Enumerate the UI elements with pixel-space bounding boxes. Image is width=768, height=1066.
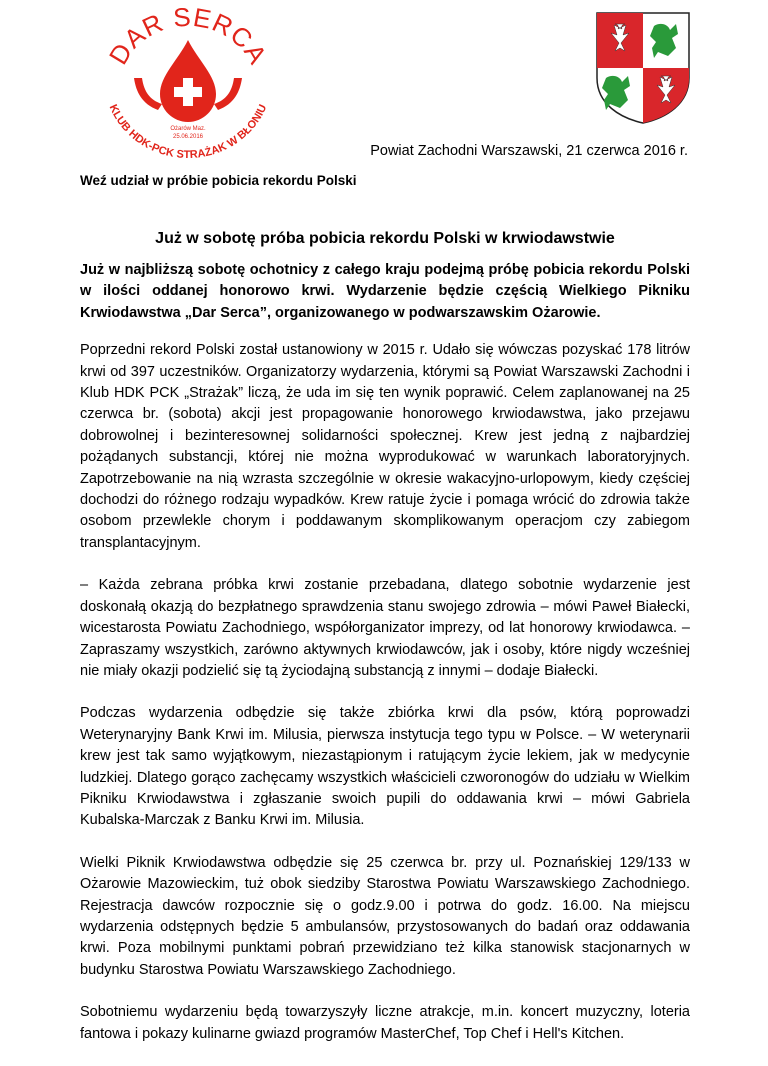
kicker: Weź udział w próbie pobicia rekordu Polski xyxy=(80,173,357,188)
coat-of-arms xyxy=(596,12,690,124)
paragraph: Poprzedni rekord Polski został ustanowiony w 2015 r. Udało się wówczas pozyskać 178 litrów krwi od 397 uczestników. Organizatorzy wydarzenia, którymi są Powiat Warszawski Zachodni i Klub HDK PCK „Strażak” liczą, że uda im się ten wynik poprawić. Celem zaplanowanej na 25 czerwca br. (sobota) akcji jest propagowanie honorowego krwiodawstwa, jako przejawu dobrowolnej i bezinteresownej solidarności społecznej. Krew jest jedną z najbardziej pożądanych substancji, której nie można wyprodukować w warunkach laboratoryjnych. Zapotrzebowanie na nią wzrasta szczególnie w okresie wakacyjno-urlopowym, kiedy częściej dochodzi do różnego rodzaju wypadków. Krew ratuje życie i pomaga wrócić do zdrowia także osobom przewlekle chorym i poddawanym skomplikowanym operacjom czy zabiegom transplantacyjnym. xyxy=(80,342,690,551)
dar-serca-logo xyxy=(98,8,278,168)
paragraph: Wielki Piknik Krwiodawstwa odbędzie się 25 czerwca br. przy ul. Poznańskiej 129/133 w Ożarowie Mazowieckim, tuż obok siedziby Starostwa Powiatu Warszawskiego Zachodniego. Rejestracja dawców rozpocznie się o godz.9.00 i potrwa do godz. 16.00. Na miejscu wydarzenia odstępnych będzie 5 ambulansów, przystosowanych do badań oraz oddawania krwi. Poza mobilnymi punktami pobrań przewidziano też kilka stanowisk stacjonarnych w budynku Starostwa Powiatu Warszawskiego Zachodniego. xyxy=(80,854,690,978)
paragraph: Sobotniemu wydarzeniu będą towarzyszyły liczne atrakcje, m.in. koncert muzyczny, loteria fantowa i pokazy kulinarne gwiazd programów MasterChef, Top Chef i Hell's Kitchen. xyxy=(80,1004,690,1042)
logo-arc-bottom: KLUB HDK-PCK STRAŻAK W BŁONIU xyxy=(106,102,270,162)
logo-date: 25.06.2016 xyxy=(172,134,204,140)
headline: Już w sobotę próba pobicia rekordu Polski w krwiodawstwie xyxy=(155,230,615,247)
paragraph: Podczas wydarzenia odbędzie się także zbiórka krwi dla psów, którą poprowadzi Weterynaryjny Bank Krwi im. Milusia, pierwsza instytucja tego typu w Polsce. – W weterynarii krew jest tak samo wyjątkowym, niezastąpionym i ratującym życie lekiem, jak w medycynie ludzkiej. Dlatego gorąco zachęcamy wszystkich właścicieli czworonogów do udziału w Wielkim Pikniku Krwiodawstwa i zgłaszanie swoich pupili do oddawania krwi – mówi Gabriela Kubalska-Marczak z Banku Krwi im. Milusia. xyxy=(80,705,690,829)
logo-place: Ożarów Maz. xyxy=(170,126,206,132)
lead-paragraph: Już w najbliższą sobotę ochotnicy z całego kraju podejmą próbę pobicia rekordu Polski w ilości oddanej honorowo krwi. Wydarzenie będzie częścią Wielkiego Pikniku Krwiodawstwa „Dar Serca”, organizowanego w podwarszawskim Ożarowie. xyxy=(80,262,690,321)
left-hand-icon xyxy=(134,78,162,110)
article-body xyxy=(80,260,690,1066)
right-hand-icon xyxy=(214,78,242,110)
logo-arc-top: DAR SERCA xyxy=(102,8,274,70)
dateline: Powiat Zachodni Warszawski, 21 czerwca 2016 r. xyxy=(370,143,688,159)
paragraph: – Każda zebrana próbka krwi zostanie przebadana, dlatego sobotnie wydarzenie jest doskonałą okazją do bezpłatnego sprawdzenia stanu swojego zdrowia – mówi Paweł Białecki, wicestarosta Powiatu Zachodniego, współorganizator imprezy, od lat honorowy krwiodawca. – Zapraszamy wszystkich, zarówno aktywnych krwiodawców, jak i osoby, które nigdy wcześniej nie miały okazji podzielić się tą życiodajną substancją z innymi – dodaje Białecki. xyxy=(80,577,690,679)
